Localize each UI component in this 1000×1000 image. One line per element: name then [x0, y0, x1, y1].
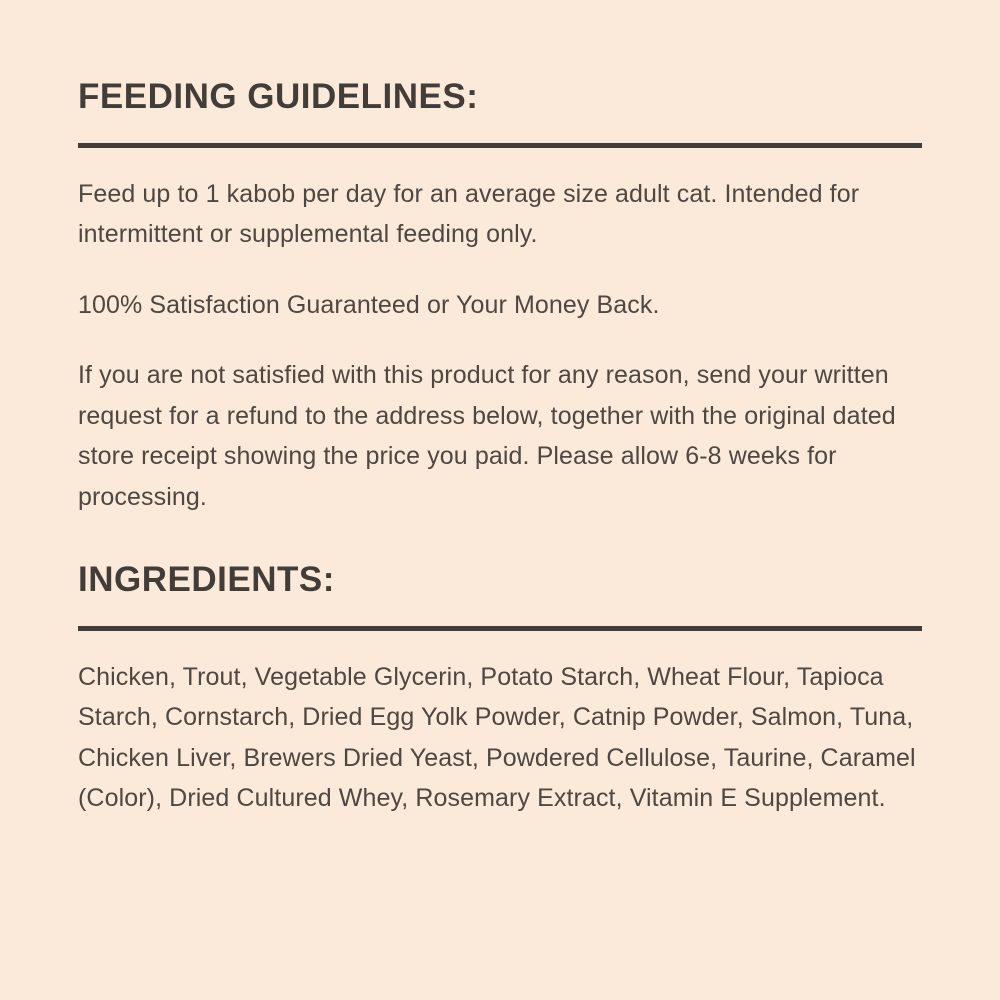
satisfaction-guarantee-paragraph: 100% Satisfaction Guaranteed or Your Money Back.: [78, 290, 660, 319]
feeding-guidelines-section: [78, 78, 922, 517]
feeding-instructions-paragraph: Feed up to 1 kabob per day for an average size adult cat. Intended for intermittent or supplemental feeding only.: [78, 179, 860, 248]
section-spacer: [78, 517, 922, 561]
feeding-guidelines-divider: [78, 143, 922, 148]
refund-policy-paragraph: If you are not satisfied with this product for any reason, send your written request for a refund to the address below, together with the original dated store receipt showing the price you paid. Please allow 6-8 weeks for processing.: [78, 361, 896, 511]
ingredients-title: INGREDIENTS:: [78, 560, 335, 599]
ingredients-divider: [78, 626, 922, 631]
feeding-guidelines-title: FEEDING GUIDELINES:: [78, 77, 479, 116]
ingredients-list: Chicken, Trout, Vegetable Glycerin, Potato Starch, Wheat Flour, Tapioca Starch, Cornstarch, Dried Egg Yolk Powder, Catnip Powder, Salmon, Tuna, Chicken Liver, Brewers Dried Yeast, Powdered Cellulose, Taurine, Caramel (Color), Dried Cultured Whey, Rosemary Extract, Vitamin E Supplement.: [78, 662, 916, 812]
ingredients-section: [78, 561, 922, 819]
